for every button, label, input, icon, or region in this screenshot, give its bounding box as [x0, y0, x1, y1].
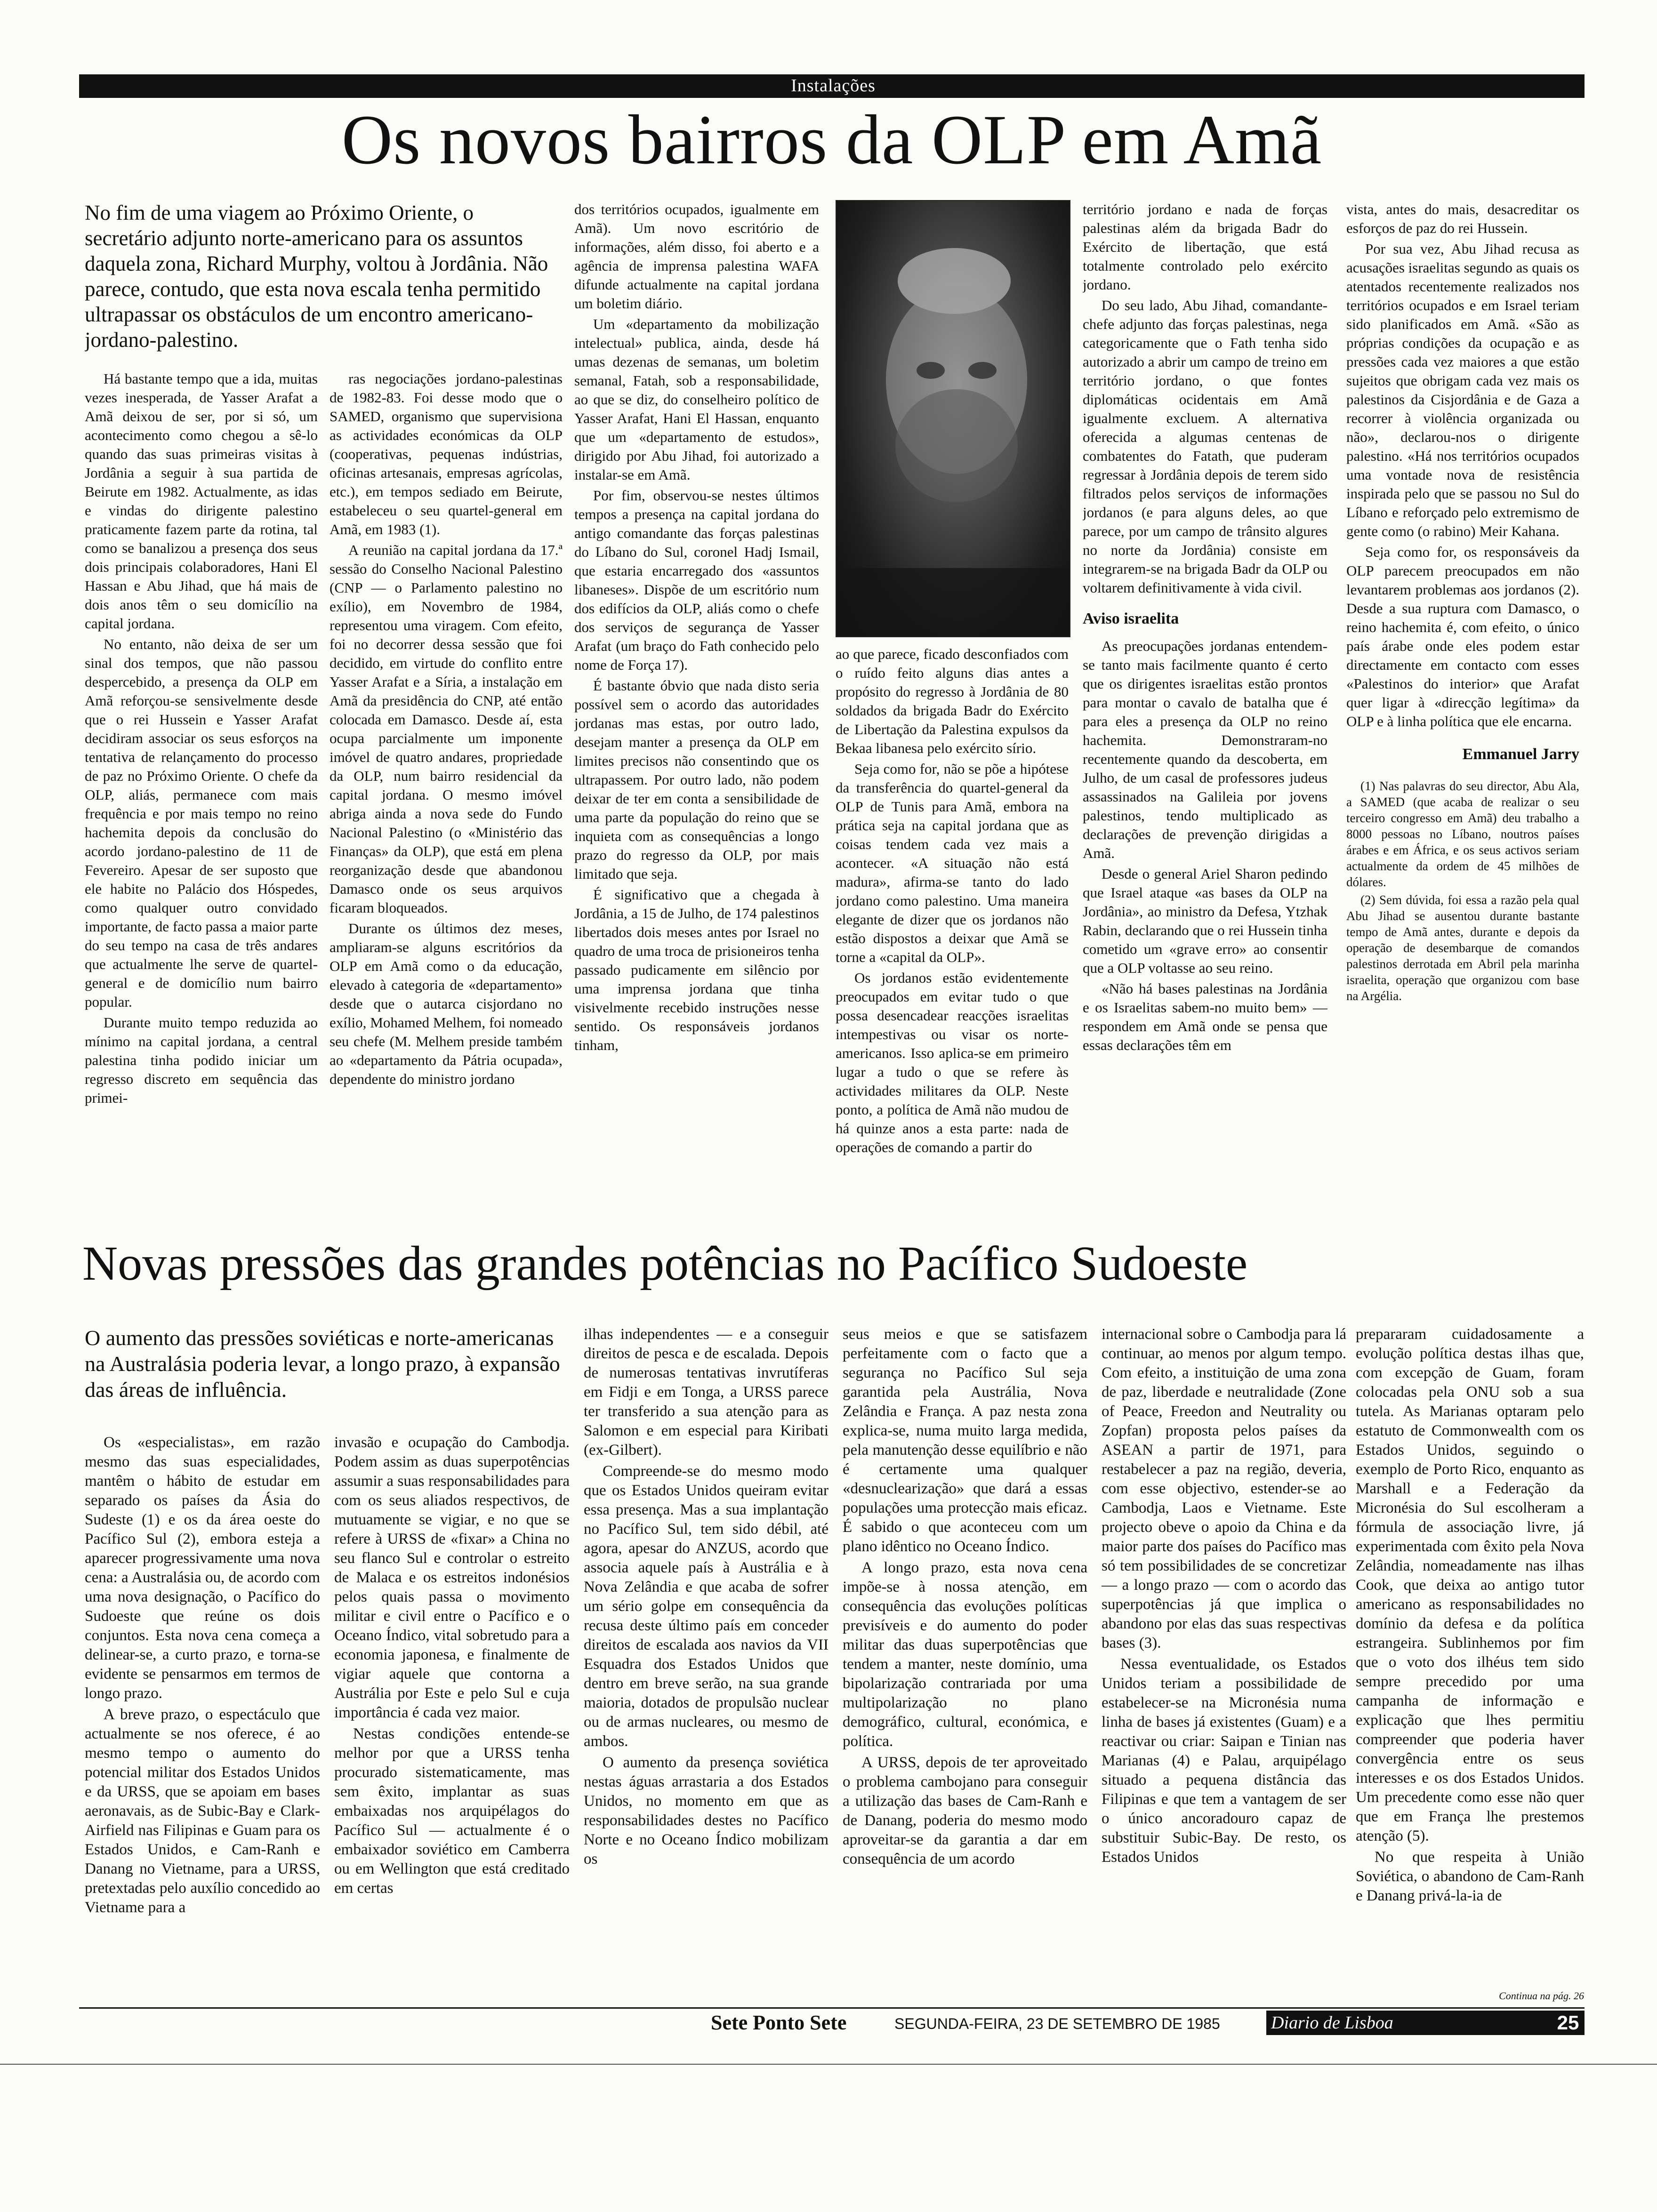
headline-pacifico: Novas pressões das grandes potências no Pacífico Sudoeste: [82, 1236, 1248, 1290]
footer-section: Sete Ponto Sete: [711, 2011, 847, 2034]
pacifico-column-2: invasão e ocupação do Cambodja. Podem assim as duas superpotências assumir a suas responsabilidades para com os seus aliados respectivos, de mutuamente se vigiar, e no que se refere à URSS de «fixar» a China no seu flanco Sul e controlar o estreito de Malaca e os estreitos indonésios pelos quais passa o movimento militar e civil entre o Pacífico e o Oceano Índico, vital sobretudo para a economia japonesa, e finalmente de vigiar aquele que contorna a Austrália por Este e pelo Sul e cuja importância é cada vez maior. Nestas condições entende-se melhor por que a URSS tenha procurado sistematicamente, mas sem êxito, implantar as suas embaixadas nos arquipélagos do Pacífico Sul — actualmente é o embaixador soviético em Camberra ou em Wellington que está creditado em certas: [334, 1434, 570, 1897]
subhead-aviso: Aviso israelita: [1083, 610, 1179, 627]
olp-column-5: território jordano e nada de forças palestinas além da brigada Badr do Exército de libertação, que está totalmente controlado pelo exército jordano. Do seu lado, Abu Jihad, comandante-chefe adjunto das forças palestinas, nega categoricamente que o Fath tenha sido autorizado a abrir um campo de treino em território jordano, o que fontes diplomáticas ocidentais em Amã igualmente excluem. A alternativa oferecida a algumas centenas de combatentes do Fatath, que puderam regressar à Jordânia depois de terem sido filtrados pelos serviços de informações jordanos (e para alguns deles, ao que parece, por um campo de trânsito algures no norte da Jordânia) consiste em integrarem-se na brigada Badr da OLP ou voltarem definitivamente à vida civil. Aviso israelita As preocupações jordanas entendem-se tanto mais facilmente quanto é certo que os dirigentes israelitas estão prontos para montar o cavalo de batalha que é para eles a presença da OLP no reino hachemita. Demonstraram-no recentemente quando da descoberta, em Julho, de um casal de professores judeus assassinados na Galileia por jovens palestinos, tendo multiplicado as declarações de prevenção dirigidas a Amã. Desde o general Ariel Sharon pedindo que Israel ataque «as bases da OLP na Jordânia», ao ministro da Defesa, Ytzhak Rabin, declarando que o rei Hussein tinha cometido um «grave erro» ao consentir que a OLP voltasse ao seu reino. «Não há bases palestinas na Jordânia e os Israelitas sabem-no muito bem» — respondem em Amã onde se pensa que essas declarações têm em: [1083, 201, 1327, 1053]
portrait-icon: [837, 201, 1070, 636]
lead-pacifico: O aumento das pressões soviéticas e norte-americanas na Australásia poderia levar, a longo prazo, à expansão das áreas de influência.: [85, 1326, 560, 1402]
scan-edge-line: [0, 2064, 1657, 2065]
olp-column-2: ras negociações jordano-palestinas de 1982-83. Foi desse modo que o SAMED, organismo que supervisiona as actividades económicas da OLP (cooperativas, pequenas indústrias, oficinas artesanais, empresas agrícolas, etc.), em tempos sediado em Beirute, estabeleceu o seu quartel-general em Amã, em 1983 (1). A reunião na capital jordana da 17.ª sessão do Conselho Nacional Palestino (CNP — o Parlamento palestino no exílio), em Novembro de 1984, representou uma viragem. Com efeito, foi no decorrer dessa sessão que foi decidido, em virtude do conflito entre Yasser Arafat e a Síria, a instalação em Amã da presidência do CNP, até então colocada em Damasco. Desde aí, esta ocupa parcialmente um imponente imóvel de quatro andares, propriedade da OLP, num bairro residencial da capital jordana. O mesmo imóvel abriga ainda a nova sede do Fundo Nacional Palestino (o «Ministério das Finanças» da OLP), que está em plena reorganização desde que abandonou Damasco onde os seus arquivos ficaram bloqueados. Durante os últimos dez meses, ampliaram-se alguns escritórios da OLP em Amã como o da educação, elevado à categoria de «departamento» desde que o autarca cisjordano no exílio, Mohamed Melhem, foi nomeado seu chefe (M. Melhem preside também ao «departamento da Pátria ocupada», dependente do ministro jordano: [330, 370, 563, 1087]
footer-rule: [79, 2007, 1585, 2009]
continued-note: Continua na pág. 26: [1499, 1990, 1584, 2002]
footer-masthead: Diario de Lisboa: [1271, 2013, 1393, 2033]
pacifico-column-6: prepararam cuidadosamente a evolução política destas ilhas que, com excepção de Guam, foram colocadas pela ONU sob a sua tutela. As Marianas optaram pelo estatuto de Commonwealth com os Estados Unidos, seguindo o exemplo de Porto Rico, enquanto as Marshall e a Federação da Micronésia do Sul escolheram a fórmula de associação livre, já experimentada com êxito pela Nova Zelândia, nomeadamente nas ilhas Cook, que deixa ao antigo tutor americano as responsabilidades no domínio da defesa e da política estrangeira. Sublinhemos por fim que o voto dos ilhéus tem sido sempre precedido por uma campanha de informação e explicação que lhes permitiu compreender que poderia haver convergência entre os seus interesses e os dos Estados Unidos. Um precedente como esse não quer que em França lhe prestemos atenção (5). No que respeita à União Soviética, o abandono de Cam-Ranh e Danang privá-la-ia de: [1356, 1326, 1584, 1904]
footnotes: (1) Nas palavras do seu director, Abu Ala, a SAMED (que acaba de realizar o seu terceiro congresso em Amã) deu trabalho a 8000 pessoas no Líbano, noutros países árabes e em África, e os seus activos seriam actualmente da ordem de 45 milhões de dólares. (2) Sem dúvida, foi essa a razão pela qual Abu Jihad se ausentou durante bastante tempo de Amã antes, durante e depois da operação de desembarque de comandos palestinos derrotada em Abril pela marinha israelita, operação que organizou com base na Argélia.: [1346, 779, 1579, 1003]
pacifico-column-5: internacional sobre o Cambodja para lá continuar, ao menos por algum tempo. Com efeito, a instituição de uma zona de paz, liberdade e neutralidade (Zone of Peace, Freedon and Neutrality ou Zopfan) proposta pelos países da ASEAN a partir de 1971, para restabelecer a paz na região, deveria, com esse objectivo, estender-se ao Cambodja, Laos e Vietname. Este projecto obeve o apoio da China e da maior parte dos países do Pacífico mas só tem possibilidades de se concretizar — a longo prazo — com o acordo das superpotências já que implica o abandono por elas das suas respectivas bases (3). Nessa eventualidade, os Estados Unidos teriam a possibilidade de estabelecer-se na Micronésia numa linha de bases já existentes (Guam) e a reactivar ou criar: Saipan e Tinian nas Marianas (4) e Palau, arquipélago situado a pequena distância das Filipinas e que tem a vantagem de ser o único ancoradouro capaz de substituir Subic-Bay. De resto, os Estados Unidos: [1102, 1326, 1346, 1866]
olp-column-3: dos territórios ocupados, igualmente em Amã). Um novo escritório de informações, além disso, foi aberto e a agência de imprensa palestina WAFA difunde actualmente na capital jordana um boletim diário. Um «departamento da mobilização intelectual» publica, ainda, desde há umas dezenas de semanas, um boletim semanal, Fatah, sob a responsabilidade, ao que se diz, do conselheiro político de Yasser Arafat, Hani El Hassan, enquanto que um «departamento de estudos», dirigido por Abu Jihad, foi autorizado a instalar-se em Amã. Por fim, observou-se nestes últimos tempos a presença na capital jordana do antigo comandante das forças palestinas do Líbano do Sul, coronel Hadj Ismail, que estaria encarregado dos «assuntos libaneses». Dispõe de um escritório num dos edifícios da OLP, aliás como o chefe dos serviços de segurança de Yasser Arafat (um braço do Fath conhecido pelo nome de Força 17). É bastante óbvio que nada disto seria possível sem o acordo das autoridades jordanas mas estas, por outro lado, desejam manter a presença da OLP em limites precisos não consentindo que os ultrapassem. Por outro lado, não podem deixar de ter em conta a sensibilidade de uma parte da população do reino que se inquieta com as consequências a longo prazo do regresso da OLP, por mais limitado que seja. É significativo que a chegada à Jordânia, a 15 de Julho, de 174 palestinos libertados dois meses antes por Israel no quadro de uma troca de prisioneiros tenha passado pudicamente em silêncio por uma imprensa jordana que tinha visivelmente recebido instruções nesse sentido. Os responsáveis jordanos tinham,: [574, 201, 819, 1053]
pacifico-column-1: Os «especialistas», em razão mesmo das suas especialidades, mantêm o hábito de estudar em separado os países da Ásia do Sudeste (1) e os da área oeste do Pacífico Sul (2), embora esteja a aparecer progressivamente uma nova cena: a Australásia ou, de acordo com uma nova designação, o Pacífico do Sudoeste que reúne os dois conjuntos. Esta nova cena começa a delinear-se, a curto prazo, e torna-se evidente se pensarmos em termos de longo prazo. A breve prazo, o espectáculo que actualmente se nos oferece, é ao mesmo tempo o aumento do potencial militar dos Estados Unidos e da URSS, que se apoiam em bases aeronavais, as de Subic-Bay e Clark-Airfield nas Filipinas e Guam para os Estados Unidos, e Cam-Ranh e Danang no Vietname, para a URSS, pretextadas pelo auxílio concedido ao Vietname para a: [85, 1434, 320, 1916]
lead-olp: No fim de uma viagem ao Próximo Oriente, o secretário adjunto norte-americano para os assuntos daquela zona, Richard Murphy, voltou à Jordânia. Não parece, contudo, que esta nova escala tenha permitido ultrapassar os obstáculos de um encontro americano-jordano-palestino.: [85, 201, 548, 352]
olp-column-4: ao que parece, ficado desconfiados com o ruído feito alguns dias antes a propósito do regresso à Jordânia de 80 soldados da brigada Badr do Exército de Libertação da Palestina expulsos da Bekaa libanesa pelo exército sírio. Seja como for, não se põe a hipótese da transferência do quartel-general da OLP de Tunis para Amã, embora na prática seja na capital jordana que as coisas tendem cada vez mais a acontecer. «A situação não está madura», afirma-se tanto do lado jordano como palestino. Uma maneira elegante de dizer que os jordanos não estão dispostos a deixar que Amã se torne a «capital da OLP». Os jordanos estão evidentemente preocupados em evitar tudo o que possa desencadear reacções israelitas intempestivas ou visar os norte-americanos. Isso aplica-se em primeiro lugar a tudo o que se refere às actividades militares da OLP. Neste ponto, a política de Amã não mudou de há quinze anos a esta parte: nada de operações de comando a partir do: [836, 646, 1069, 1155]
pacifico-column-3: ilhas independentes — e a conseguir direitos de pesca e de escalada. Depois de numerosas tentativas invrutíferas em Fidji e em Tonga, a URSS parece ter transferido a sua atenção para as Salomon e em especial para Kiribati (ex-Gilbert). Compreende-se do mesmo modo que os Estados Unidos queiram evitar essa presença. Mas a sua implantação no Pacífico Sul, tem sido débil, até agora, apesar do ANZUS, acordo que associa aquele país à Austrália e à Nova Zelândia e que acaba de sofrer um sério golpe em consequência da recusa deste último país em conceder direitos de escalada aos navios da VII Esquadra dos Estados Unidos que dentro em breve serão, na sua grande maioria, dotados de propulsão nuclear ou de armas nucleares, ou mesmo de ambos. O aumento da presença soviética nestas águas arrastaria a dos Estados Unidos, no momento em que as responsabilidades destes no Pacífico Norte e no Oceano Índico mobilizam os: [584, 1326, 828, 1867]
olp-column-1: Há bastante tempo que a ida, muitas vezes inesperada, de Yasser Arafat a Amã deixou de ser, por si só, um acontecimento como chegou a sê-lo quando das suas primeiras visitas à Jordânia a seguir à sua partida de Beirute em 1982. Actualmente, as idas e vindas do dirigente palestino praticamente fazem parte da rotina, tal como se banalizou a presença dos seus dois principais colaboradores, Hani El Hassan e Abu Jihad, que há mais de dois anos têm o seu domicílio na capital jordana. No entanto, não deixa de ser um sinal dos tempos, que não passou despercebido, a presença da OLP em Amã reforçou-se sensivelmente desde que o rei Hussein e Yasser Arafat decidiram associar os seus esforços na tentativa de relançamento do processo de paz no Próximo Oriente. O chefe da OLP, aliás, permanece com mais frequência e por mais tempo no reino hachemita depois da conclusão do acordo jordano-palestino de 11 de Fevereiro. Apesar de ser suposto que ele habite no Palácio dos Hóspedes, como qualquer outro convidado importante, de facto passa a maior parte do seu tempo na casa de três andares que actualmente lhe serve de quartel-general e de domicílio num bairro popular. Durante muito tempo reduzida ao mínimo na capital jordana, a central palestina tinha podido iniciar um regresso discreto em sequência das primei-: [85, 370, 318, 1106]
pacifico-column-4: seus meios e que se satisfazem perfeitamente com o facto que a segurança no Pacífico Sul seja garantida pela Austrália, Nova Zelândia e França. A paz nesta zona explica-se, numa muito larga medida, pela manutenção desse equilíbrio e não é certamente uma qualquer «desnuclearização» que dará a essas populações uma protecção mais eficaz. É sabido o que aconteceu com um plano idêntico no Oceano Índico. A longo prazo, esta nova cena impõe-se à nossa atenção, em consequência das evoluções políticas previsíveis e do aumento do poder militar das duas superpotências que tendem a manter, neste domínio, uma bipolarização contrariada por uma multipolarização no plano demográfico, cultural, económica, e política. A URSS, depois de ter aproveitado o problema cambojano para conseguir a utilização das bases de Cam-Ranh e de Danang, poderia do mesmo modo aproveitar-se da garantia a dar em consequência de um acordo: [843, 1326, 1087, 1867]
olp-column-6: vista, antes do mais, desacreditar os esforços de paz do rei Hussein. Por sua vez, Abu Jihad recusa as acusações israelitas segundo as quais os atentados recentemente realizados nos territórios ocupados e em Israel teriam sido planificados em Amã. «São as próprias condições da ocupação e as pressões cada vez maiores a que estão sujeitos que obrigam cada vez mais os palestinos da Cisjordânia e de Gaza a recorrer à violência organizada ou não», declarou-nos o dirigente palestino. «Há nos territórios ocupados uma vontade nova de resistência inspirada pelo que se passou no Sul do Líbano e reforçado pelo extremismo de gente como (o rabino) Meir Kahana. Seja como for, os responsáveis da OLP parecem preocupados em não levantarem problemas aos jordanos (2). Desde a sua ruptura com Damasco, o reino hachemita é, com efeito, o único país árabe onde eles podem estar directamente em contacto com esses «Palestinos do interior» que Arafat quer ligar à «direcção legítima» da OLP e à linha política que ele encarna. Emmanuel Jarry (1) Nas palavras do seu director, Abu Ala, a SAMED (que acaba de realizar o seu terceiro congresso em Amã) deu trabalho a 8000 pessoas no Líbano, noutros países árabes e em África, e os seus activos seriam actualmente da ordem de 45 milhões de dólares. (2) Sem dúvida, foi essa a razão pela qual Abu Jihad se ausentou durante bastante tempo de Amã antes, durante e depois da operação de desembarque de comandos palestinos derrotada em Abril pela marinha israelita, operação que organizou com base na Argélia.: [1346, 201, 1579, 1003]
footer-date: SEGUNDA-FEIRA, 23 DE SETEMBRO DE 1985: [894, 2015, 1220, 2032]
page-number: 25: [1552, 2011, 1585, 2035]
section-kicker: Instalações: [791, 76, 876, 96]
arafat-photo: [836, 200, 1070, 637]
headline-olp: Os novos bairros da OLP em Amã: [341, 101, 1322, 179]
author-signature: Emmanuel Jarry: [1462, 745, 1579, 763]
